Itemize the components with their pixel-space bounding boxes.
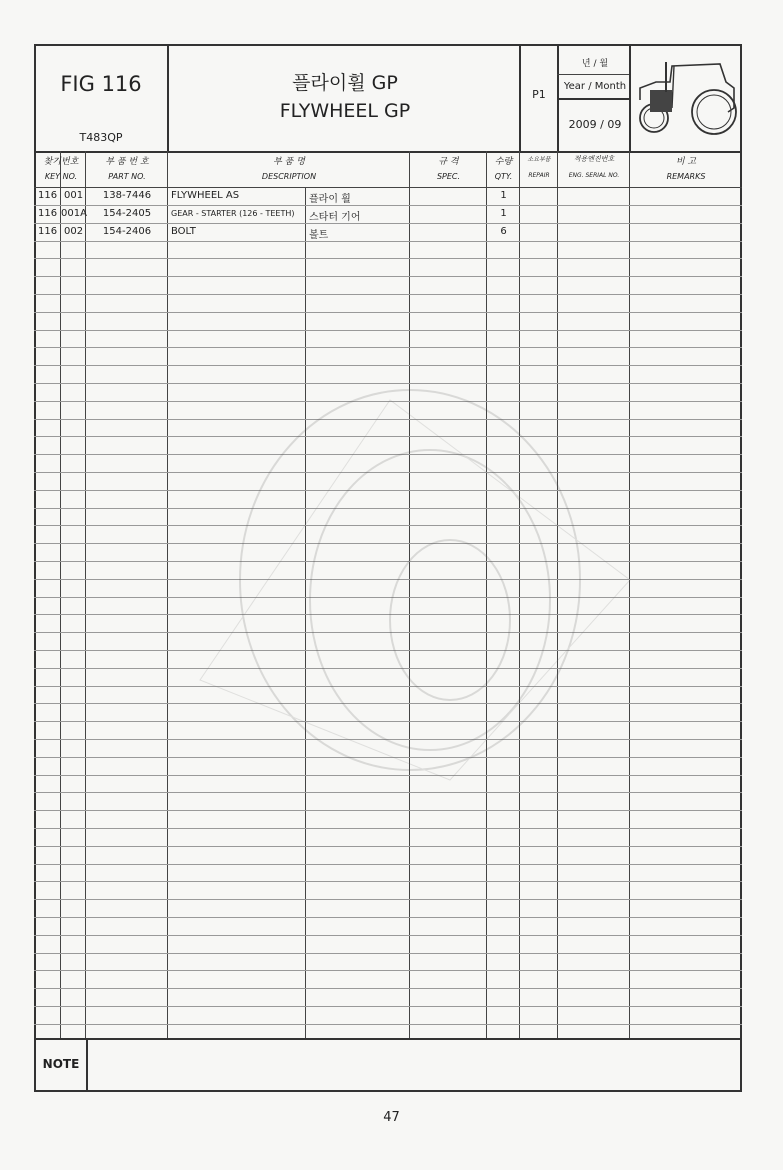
column-header-divider — [34, 187, 742, 188]
page-label: P1 — [532, 88, 546, 101]
col-repair-ko: 소요부품 — [527, 156, 551, 163]
model-code: T483QP — [79, 131, 123, 144]
col-line-1 — [85, 151, 86, 1038]
ruled-line — [34, 935, 742, 936]
table-row — [38, 190, 57, 201]
ruled-line — [34, 899, 742, 900]
year-month-korean: 년 / 월 — [581, 59, 609, 69]
note-divider — [34, 1038, 742, 1040]
year-month-label: Year / Month — [563, 81, 627, 92]
date-divider — [557, 98, 629, 100]
note-label: NOTE — [42, 1057, 80, 1071]
ruled-line — [34, 365, 742, 366]
row-part: 154-2406 — [102, 226, 152, 237]
table-row — [38, 208, 57, 219]
col-line-2 — [167, 151, 168, 1038]
row-fig: 116 — [38, 226, 58, 237]
ruled-line — [34, 241, 742, 242]
ruled-line — [34, 312, 742, 313]
ruled-line — [34, 864, 742, 865]
table-row — [38, 226, 57, 237]
row-desc-ko: 플라이 휠 — [309, 194, 351, 205]
row-desc-en: FLYWHEEL AS — [171, 190, 240, 201]
ruled-line — [34, 1024, 742, 1025]
ruled-line — [34, 828, 742, 829]
ruled-line — [34, 347, 742, 348]
ruled-line — [34, 917, 742, 918]
row-desc-en: BOLT — [171, 226, 196, 237]
ruled-line — [34, 970, 742, 971]
row-fig: 116 — [38, 190, 58, 201]
col-part-ko: 부 품 번 호 — [105, 157, 149, 167]
row-qty: 1 — [500, 208, 507, 219]
ruled-line — [34, 223, 742, 224]
title-korean: 플라이휠 GP — [292, 72, 398, 94]
ruled-line — [34, 294, 742, 295]
note-label-divider — [86, 1038, 88, 1092]
issue-date: 2009 / 09 — [568, 118, 622, 131]
col-serial-ko: 적용엔진번호 — [573, 155, 615, 163]
row-key: 002 — [64, 226, 84, 237]
row-part: 154-2405 — [102, 208, 152, 219]
ruled-line — [34, 988, 742, 989]
col-line-key — [60, 151, 61, 1038]
header-divider — [34, 151, 742, 153]
ruled-line — [34, 810, 742, 811]
row-key: 001A — [61, 208, 87, 219]
ruled-line — [34, 846, 742, 847]
col-qty-ko: 수량 — [494, 157, 513, 167]
col-part-en: PART NO. — [108, 172, 146, 181]
col-serial-en: ENG. SERIAL NO. — [568, 172, 620, 179]
col-spec-en: SPEC. — [436, 172, 461, 181]
row-qty: 1 — [500, 190, 507, 201]
ruled-line — [34, 330, 742, 331]
row-desc-en: GEAR - STARTER (126 - TEETH) — [171, 209, 295, 218]
ruled-line — [34, 953, 742, 954]
ruled-line — [34, 205, 742, 206]
row-key: 001 — [64, 190, 84, 201]
row-desc-ko: 볼트 — [309, 230, 329, 241]
row-part: 138-7446 — [102, 190, 152, 201]
col-remarks-en: REMARKS — [666, 172, 706, 181]
page-number: 47 — [383, 1110, 400, 1125]
header-divider-1 — [167, 44, 169, 152]
col-desc-ko: 부 품 명 — [273, 157, 305, 167]
ruled-line — [34, 276, 742, 277]
col-key-en: KEY NO. — [44, 172, 78, 181]
col-key-ko: 찾기번호 — [43, 157, 79, 167]
row-qty: 6 — [500, 226, 507, 237]
flywheel-illustration — [190, 380, 650, 804]
row-fig: 116 — [38, 208, 58, 219]
col-desc-en: DESCRIPTION — [261, 172, 317, 181]
figure-number: FIG 116 — [60, 72, 142, 96]
col-qty-en: QTY. — [494, 172, 513, 181]
ruled-line — [34, 1006, 742, 1007]
row-desc-ko: 스타터 기어 — [309, 212, 361, 223]
ruled-line — [34, 258, 742, 259]
col-remarks-ko: 비 고 — [675, 157, 697, 167]
tractor-icon — [634, 52, 738, 148]
ruled-line — [34, 881, 742, 882]
title-english: FLYWHEEL GP — [279, 100, 411, 122]
col-spec-ko: 규 격 — [438, 157, 459, 167]
col-repair-en: REPAIR — [528, 172, 550, 179]
ym-divider — [557, 74, 629, 75]
